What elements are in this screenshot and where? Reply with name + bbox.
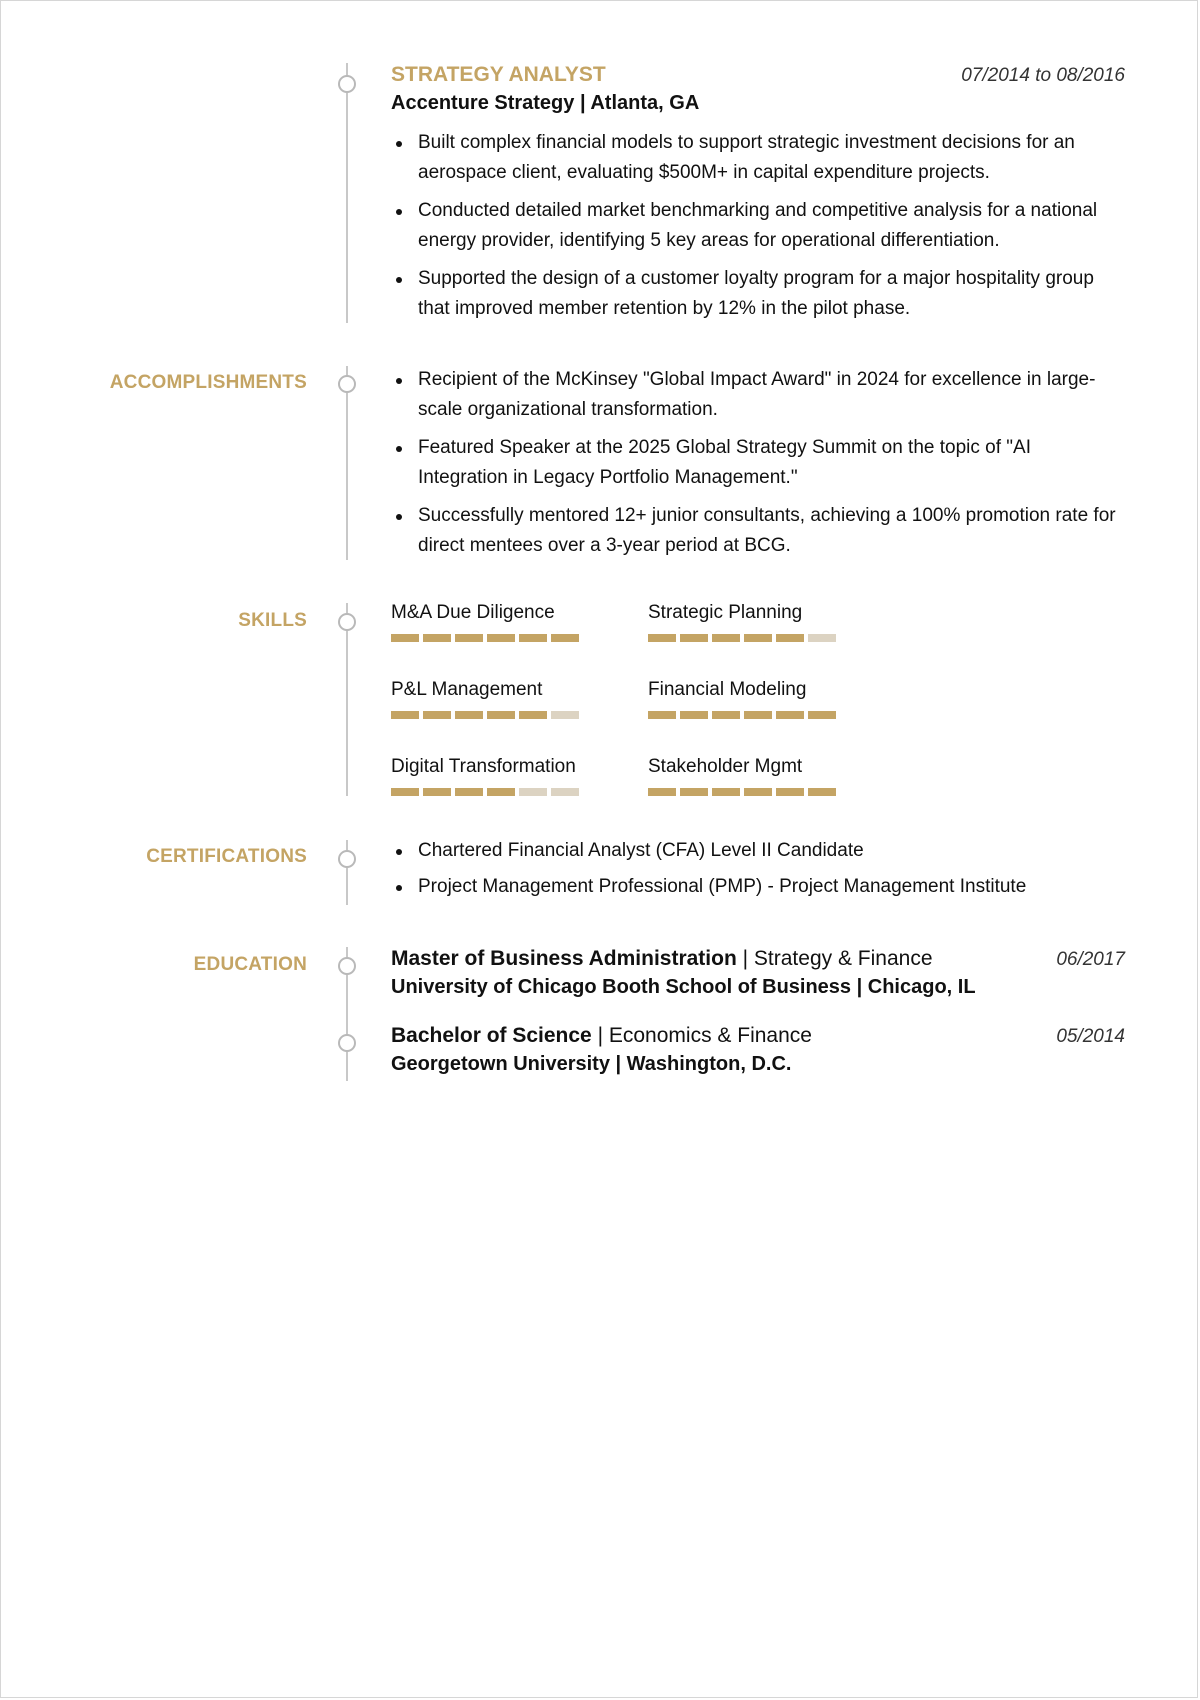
skill-level-segment-filled (519, 711, 547, 719)
skill-level-segment-filled (744, 711, 772, 719)
skill-level-segment-filled (455, 634, 483, 642)
list-item: Built complex financial models to support strategic investment decisions for an aerospace client, evaluating $500M+ in capital expenditure projects. (418, 128, 1125, 188)
skill-item (391, 679, 621, 701)
timeline-line (346, 63, 348, 323)
skill-level-segment-filled (776, 711, 804, 719)
skill-level-bar (648, 634, 836, 642)
skill-level-segment-filled (487, 788, 515, 796)
timeline-node (338, 1034, 356, 1052)
skill-level-segment-filled (391, 711, 419, 719)
skill-level-segment-empty (551, 711, 579, 719)
school: University of Chicago Booth School of Business | Chicago, IL (391, 976, 976, 998)
skill-item (391, 756, 621, 778)
skills-section (1, 598, 1199, 798)
skill-name: Strategic Planning (648, 602, 803, 623)
skill-level-segment-filled (776, 634, 804, 642)
skill-level-segment-filled (744, 634, 772, 642)
timeline-line (346, 603, 348, 796)
experience-section (1, 1, 1199, 326)
skill-level-segment-filled (808, 788, 836, 796)
skill-level-segment-filled (680, 711, 708, 719)
skill-level-bar (391, 634, 579, 642)
graduation-date: 06/2017 (1056, 949, 1125, 970)
list-item: Supported the design of a customer loyalty program for a major hospitality group that improved member retention by 12% in the pilot phase. (418, 264, 1125, 324)
skill-level-segment-filled (648, 711, 676, 719)
section-label: CERTIFICATIONS (146, 846, 307, 867)
skill-level-segment-filled (487, 634, 515, 642)
job-organization: Accenture Strategy | Atlanta, GA (391, 92, 700, 114)
skill-item (648, 756, 878, 778)
timeline-node (338, 75, 356, 93)
skill-level-segment-filled (712, 788, 740, 796)
skill-name: M&A Due Diligence (391, 602, 555, 623)
skill-level-segment-filled (519, 634, 547, 642)
section-label: SKILLS (238, 610, 307, 631)
skill-level-segment-empty (808, 634, 836, 642)
skill-level-segment-empty (551, 788, 579, 796)
skill-name: P&L Management (391, 679, 543, 700)
skill-level-bar (391, 711, 579, 719)
experience-bullets (391, 128, 1125, 332)
skill-level-segment-filled (680, 788, 708, 796)
list-item: Successfully mentored 12+ junior consultants, achieving a 100% promotion rate for direct mentees over a 3-year period at BCG. (418, 501, 1125, 561)
graduation-date: 05/2014 (1056, 1026, 1125, 1047)
timeline-line (346, 366, 348, 560)
skill-item (648, 679, 878, 701)
skill-level-segment-filled (423, 634, 451, 642)
skill-level-segment-filled (712, 634, 740, 642)
degree (391, 1024, 812, 1048)
degree-name: Master of Business Administration (391, 947, 737, 970)
skill-item (391, 602, 621, 624)
skill-level-segment-filled (423, 788, 451, 796)
skill-level-segment-filled (648, 634, 676, 642)
skill-name: Stakeholder Mgmt (648, 756, 803, 777)
skill-level-segment-filled (712, 711, 740, 719)
list-item: Conducted detailed market benchmarking and competitive analysis for a national energy provider, identifying 5 key areas for operational differentiation. (418, 196, 1125, 256)
skills-grid (391, 598, 1125, 798)
job-dates: 07/2014 to 08/2016 (961, 65, 1125, 86)
education-section (1, 943, 1199, 1083)
skill-level-segment-filled (551, 634, 579, 642)
skill-level-segment-filled (455, 788, 483, 796)
skill-level-segment-filled (648, 788, 676, 796)
education-entry (391, 947, 1125, 1007)
timeline-node (338, 613, 356, 631)
experience-entry (391, 63, 1125, 323)
degree-field: | Strategy & Finance (736, 947, 933, 970)
list-item: Chartered Financial Analyst (CFA) Level II Candidate (418, 836, 1125, 866)
section-label: EDUCATION (193, 954, 307, 975)
skill-level-segment-filled (744, 788, 772, 796)
list-item: Featured Speaker at the 2025 Global Strategy Summit on the topic of "AI Integration in Legacy Portfolio Management." (418, 433, 1125, 493)
skill-level-segment-filled (680, 634, 708, 642)
skill-level-segment-filled (423, 711, 451, 719)
accomplishments-section (1, 361, 1199, 561)
school: Georgetown University | Washington, D.C. (391, 1053, 792, 1075)
degree-field: | Economics & Finance (591, 1024, 812, 1047)
skill-level-segment-filled (487, 711, 515, 719)
skill-level-bar (648, 711, 836, 719)
skill-name: Digital Transformation (391, 756, 576, 777)
list-item: Project Management Professional (PMP) - Project Management Institute (418, 872, 1125, 902)
timeline-node (338, 850, 356, 868)
skill-name: Financial Modeling (648, 679, 807, 700)
skill-level-bar (391, 788, 579, 796)
skill-item (648, 602, 878, 624)
skill-level-segment-empty (519, 788, 547, 796)
timeline-node (338, 957, 356, 975)
education-entry (391, 1024, 1125, 1084)
skill-level-bar (648, 788, 836, 796)
degree (391, 947, 933, 971)
accomplishments-bullets (391, 365, 1125, 569)
skill-level-segment-filled (391, 634, 419, 642)
job-title: STRATEGY ANALYST (391, 63, 606, 86)
list-item: Recipient of the McKinsey "Global Impact Award" in 2024 for excellence in large-scale organizational transformation. (418, 365, 1125, 425)
skill-level-segment-filled (455, 711, 483, 719)
degree-name: Bachelor of Science (391, 1024, 592, 1047)
certifications-section (1, 836, 1199, 906)
section-label: ACCOMPLISHMENTS (109, 372, 307, 393)
skill-level-segment-filled (776, 788, 804, 796)
timeline-node (338, 375, 356, 393)
skill-level-segment-filled (808, 711, 836, 719)
skill-level-segment-filled (391, 788, 419, 796)
certifications-bullets (391, 836, 1125, 910)
